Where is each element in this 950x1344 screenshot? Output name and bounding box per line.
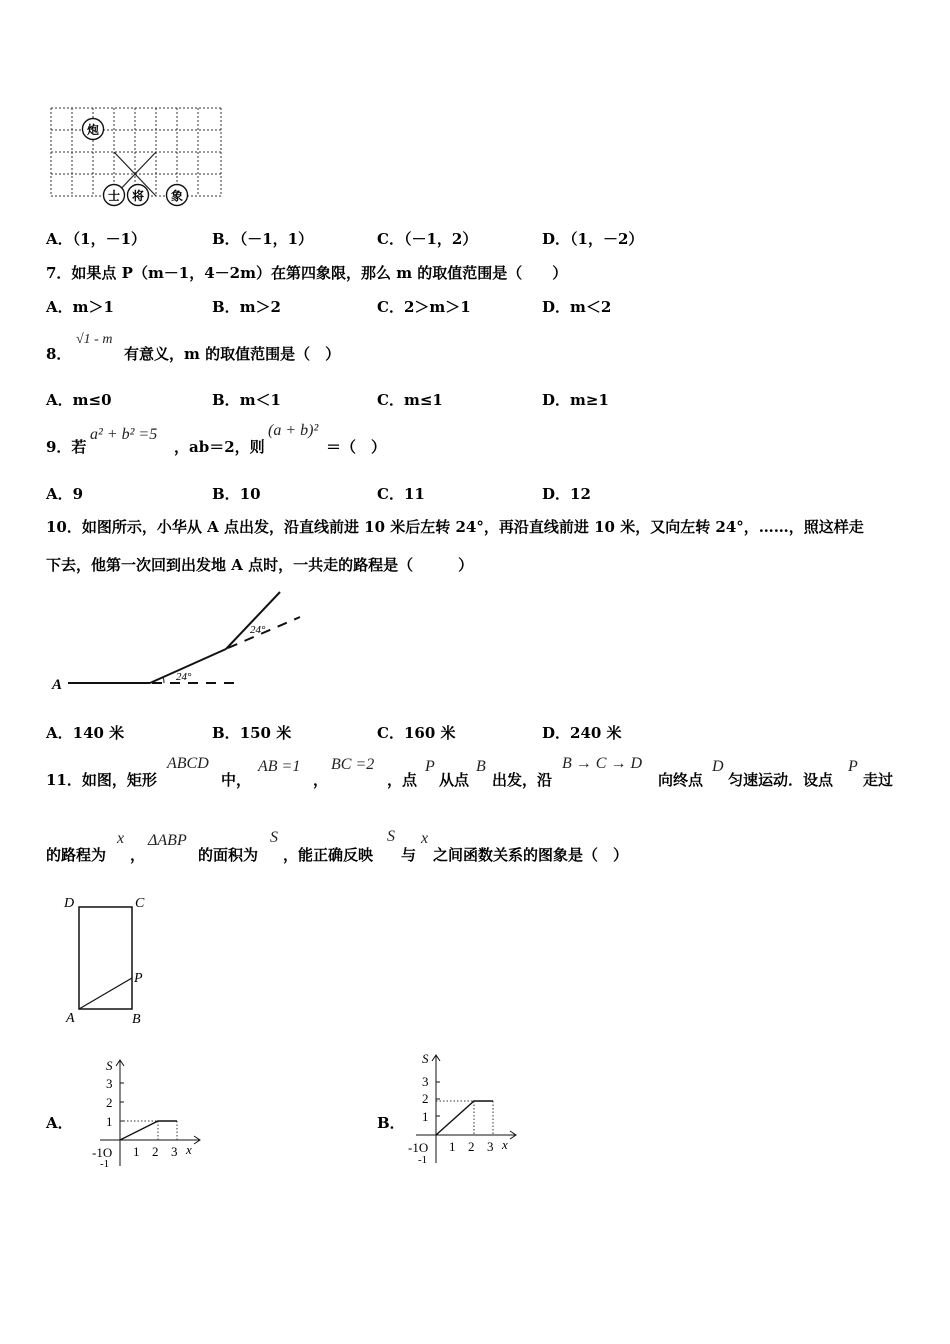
point-a-label: A [52, 677, 63, 693]
q10-option-a[interactable]: A．140 米 [46, 724, 125, 742]
svg-text:2: 2 [106, 1095, 113, 1110]
q9-middle: ，ab＝2，则 [174, 438, 265, 456]
svg-text:-1O: -1O [408, 1140, 429, 1155]
q9-option-b[interactable]: B．10 [212, 485, 261, 503]
q9-prefix: 9．若 [46, 438, 87, 456]
svg-text:士: 士 [107, 189, 121, 203]
q9-option-d[interactable]: D．12 [542, 485, 591, 503]
q8-option-d[interactable]: D．m≥1 [542, 391, 609, 409]
svg-text:S: S [106, 1058, 113, 1073]
svg-text:-1O: -1O [92, 1145, 113, 1160]
function-line [436, 1101, 493, 1135]
svg-text:2: 2 [468, 1139, 475, 1154]
q10-question-line1: 10．如图所示，小华从 A 点出发，沿直线前进 10 米后左转 24°，再沿直线前进 10 米，又向左转 24°，……，照这样走 [46, 518, 864, 536]
q11-option-a-label[interactable]: A． [46, 1114, 73, 1132]
vertex-b-label: B [132, 1012, 141, 1027]
chess-piece-jiang [128, 185, 149, 206]
vertex-a-label: A [66, 1011, 75, 1026]
q10-question-line2: 下去，他第一次回到出发地 A 点时，一共走的路程是（ ） [46, 556, 474, 574]
svg-text:炮: 炮 [86, 123, 100, 137]
q9-expression: (a + b)² [268, 422, 319, 439]
chess-board-figure [46, 104, 226, 209]
point-p-label: P [134, 971, 143, 986]
q7-option-a[interactable]: A．m＞1 [46, 298, 114, 316]
svg-text:3: 3 [422, 1074, 429, 1089]
chess-piece-pao [83, 119, 104, 140]
q11-option-a-graph[interactable] [88, 1050, 203, 1168]
q6-option-a[interactable]: A．（1，－1） [46, 230, 147, 248]
svg-text:-1: -1 [418, 1154, 428, 1166]
svg-text:x: x [186, 1142, 192, 1157]
svg-text:3: 3 [487, 1139, 494, 1154]
q8-option-b[interactable]: B．m＜1 [212, 391, 281, 409]
svg-text:x: x [502, 1137, 508, 1152]
q8-question: 有意义，m 的取值范围是（ ） [124, 345, 341, 363]
function-line [120, 1121, 177, 1140]
chess-piece-shi [104, 185, 125, 206]
svg-text:1: 1 [449, 1139, 456, 1154]
q7-option-b[interactable]: B．m＞2 [212, 298, 281, 316]
q11-rectangle-figure [60, 890, 160, 1030]
svg-text:2: 2 [152, 1144, 159, 1159]
q8-option-a[interactable]: A．m≤0 [46, 391, 112, 409]
q9-equation: a² + b² =5 [90, 426, 158, 443]
q10-path-figure [46, 585, 316, 695]
q8-radical: √1 - m [76, 332, 113, 347]
vertex-c-label: C [135, 896, 145, 911]
chess-piece-xiang [167, 185, 188, 206]
q8-number: 8． [46, 345, 72, 363]
svg-text:1: 1 [133, 1144, 140, 1159]
svg-text:3: 3 [171, 1144, 178, 1159]
q9-option-c[interactable]: C．11 [377, 485, 425, 503]
q10-option-b[interactable]: B．150 米 [212, 724, 292, 742]
svg-text:象: 象 [170, 189, 184, 203]
svg-text:S: S [422, 1051, 429, 1066]
q6-option-b[interactable]: B．（－1，1） [212, 230, 314, 248]
q6-option-c[interactable]: C．（－1，2） [377, 230, 478, 248]
svg-text:1: 1 [106, 1114, 113, 1129]
svg-text:1: 1 [422, 1109, 429, 1124]
svg-text:3: 3 [106, 1076, 113, 1091]
q8-option-c[interactable]: C．m≤1 [377, 391, 443, 409]
svg-text:将: 将 [131, 189, 145, 203]
q7-option-d[interactable]: D．m＜2 [542, 298, 612, 316]
svg-text:2: 2 [422, 1091, 429, 1106]
q10-option-c[interactable]: C．160 米 [377, 724, 456, 742]
q6-option-d[interactable]: D．（1，－2） [542, 230, 644, 248]
q11-option-b-graph[interactable] [404, 1045, 519, 1167]
angle-label-1: 24° [176, 671, 192, 683]
q7-question: 7．如果点 P（m－1，4－2m）在第四象限，那么 m 的取值范围是（ ） [46, 264, 568, 282]
svg-text:-1: -1 [100, 1158, 110, 1168]
q9-option-a[interactable]: A．9 [46, 485, 84, 503]
q11-option-b-label[interactable]: B． [377, 1114, 405, 1132]
q10-option-d[interactable]: D．240 米 [542, 724, 622, 742]
vertex-d-label: D [64, 896, 75, 911]
q7-option-c[interactable]: C．2＞m＞1 [377, 298, 471, 316]
angle-label-2: 24° [250, 624, 266, 636]
q9-suffix: ＝（ ） [326, 438, 387, 456]
